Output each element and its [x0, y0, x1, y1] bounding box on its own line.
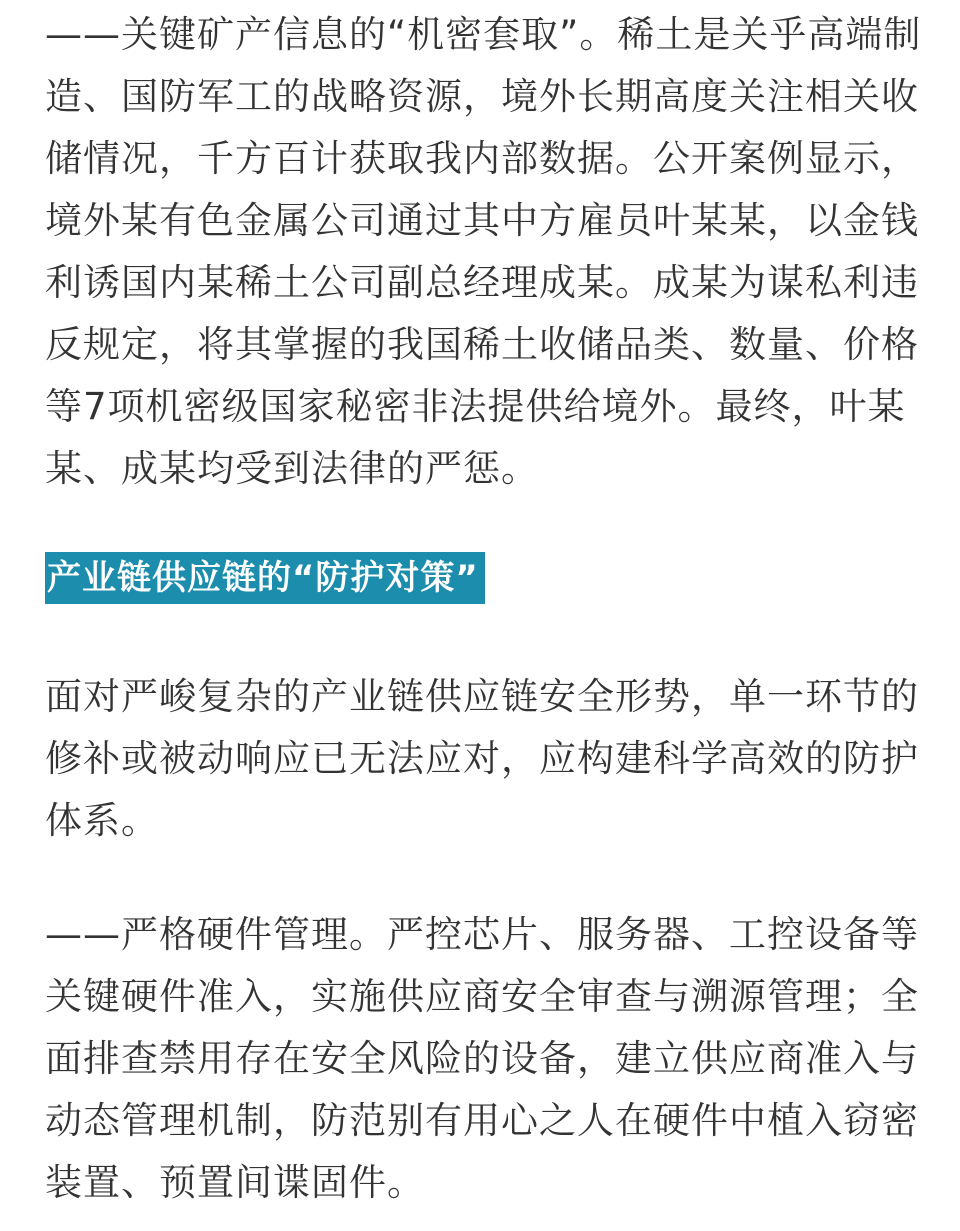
paragraph-protection-intro	[45, 666, 919, 852]
text-line: 关键硬件准入，实施供应商安全审查与溯源管理；全	[45, 975, 919, 1018]
text-line: 面排查禁用存在安全风险的设备，建立供应商准入与	[45, 1037, 919, 1080]
text-line: 体系。	[45, 799, 159, 842]
text-line: 储情况，千方百计获取我内部数据。公开案例显示，	[45, 137, 919, 180]
text-line: 装置、预置间谍固件。	[45, 1161, 425, 1204]
text-line: 等7项机密级国家秘密非法提供给境外。最终，叶某	[45, 385, 906, 428]
text-line: 利诱国内某稀土公司副总经理成某。成某为谋私利违	[45, 261, 919, 304]
text-line: 反规定，将其掌握的我国稀土收储品类、数量、价格	[45, 323, 919, 366]
paragraph-hardware-management	[45, 904, 919, 1214]
text-line: 面对严峻复杂的产业链供应链安全形势，单一环节的	[45, 675, 919, 718]
text-line: 某、成某均受到法律的严惩。	[45, 447, 539, 490]
text-line: 境外某有色金属公司通过其中方雇员叶某某，以金钱	[45, 199, 919, 242]
text-line: ——关键矿产信息的“机密套取”。稀土是关乎高端制	[45, 13, 922, 56]
paragraph-rare-earth-case	[45, 4, 921, 500]
text-line: 造、国防军工的战略资源，境外长期高度关注相关收	[45, 75, 919, 118]
text-line: 修补或被动响应已无法应对，应构建科学高效的防护	[45, 737, 919, 780]
text-line: ——严格硬件管理。严控芯片、服务器、工控设备等	[45, 913, 919, 956]
section-heading: 产业链供应链的“防护对策”	[45, 552, 485, 604]
text-line: 动态管理机制，防范别有用心之人在硬件中植入窃密	[45, 1099, 919, 1142]
section-heading-wrapper	[45, 552, 485, 604]
